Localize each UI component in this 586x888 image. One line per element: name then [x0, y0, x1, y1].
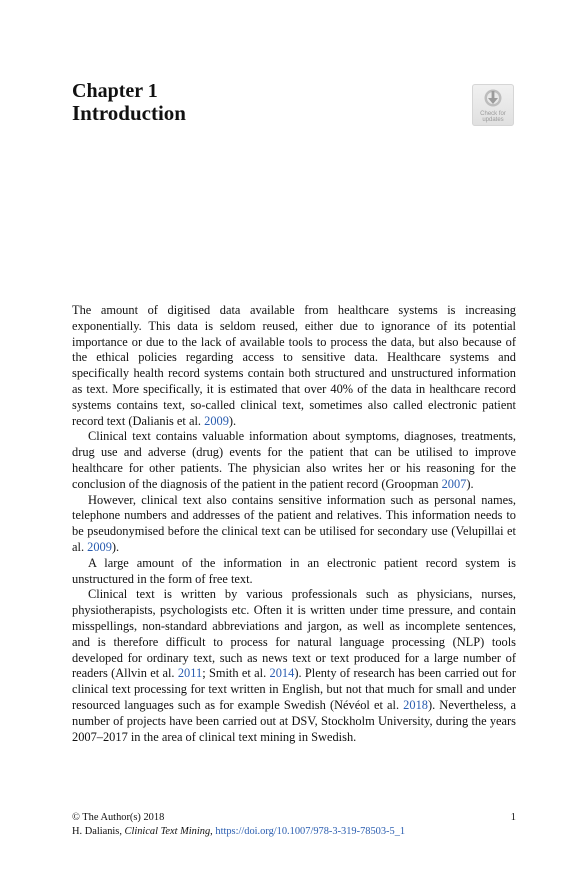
doi-link[interactable]: https://doi.org/10.1007/978-3-319-78503-5_1	[215, 826, 406, 837]
page-footer	[72, 811, 516, 839]
citation-year-link[interactable]: 2018	[403, 697, 428, 712]
citation-separator: ,	[210, 826, 216, 837]
badge-line2: updates	[482, 117, 504, 123]
paragraph	[72, 556, 516, 588]
paragraph	[72, 303, 516, 429]
citation-year-link[interactable]: 2009	[87, 539, 112, 554]
paragraph-text: ; Smith et al.	[202, 666, 270, 681]
citation-year-link[interactable]: 2011	[177, 666, 203, 681]
paragraph-text: However, clinical text also contains sensitive information such as personal names, telephone numbers and addresses of the patient and relatives. This information needs to be pseudonymised before the clinical text can be utilised for secondary use (Velupillai et al.	[72, 492, 516, 554]
check-for-updates-badge[interactable]	[472, 84, 514, 126]
citation-year-link[interactable]: 2007	[441, 476, 467, 491]
paragraph-text: ). Plenty of research has been carried out for clinical text processing for text written in English, but not that much for small and under resourced languages such as for example Swedish (Névéol et al.	[72, 666, 516, 712]
document-page	[72, 0, 516, 888]
paragraph-text: ).	[111, 539, 120, 554]
citation-line	[72, 825, 516, 839]
paragraph-text: The amount of digitised data available from healthcare systems is increasing exponentially. This data is seldom reused, either due to ignorance of its potential importance or due to the lack of available tools to process the data, but also because of the ethical policies regarding access to sensitive data. Healthcare systems and specifically health record systems contain both structured and unstructured information as text. More specifically, it is estimated that over 40% of the data in healthcare record systems contains text, so-called clinical text, sometimes also called electronic patient record text (Dalianis et al.	[72, 303, 516, 428]
book-title: Clinical Text Mining	[124, 826, 211, 837]
paragraph	[72, 493, 516, 556]
paragraph	[72, 587, 516, 745]
check-for-updates-icon	[483, 88, 503, 110]
copyright-line: © The Author(s) 2018	[72, 812, 165, 823]
badge-line1: Check for	[480, 111, 506, 117]
citation-year-link[interactable]: 2009	[204, 413, 229, 428]
paragraph-text: ).	[466, 476, 474, 491]
body-text	[72, 303, 516, 745]
author-name: H. Dalianis,	[72, 826, 125, 837]
paragraph-text: A large amount of the information in an electronic patient record system is unstructured in the form of free text.	[72, 555, 516, 586]
paragraph-text: ).	[228, 413, 237, 428]
chapter-label: Chapter 1	[72, 80, 158, 102]
citation-year-link[interactable]: 2014	[269, 666, 295, 681]
page-number: 1	[510, 812, 516, 823]
paragraph-text: ). Nevertheless, a number of projects have been carried out at DSV, Stockholm University, during the years 2007–2017 in the area of clinical text mining in Swedish.	[72, 697, 516, 744]
paragraph-text: Clinical text contains valuable information about symptoms, diagnoses, treatments, drug use and adverse (drug) events for the patient that can be utilised to improve healthcare for other patients. The physician also writes her or his reasoning for the conclusion of the diagnosis of the patient in the patient record (Groopman	[72, 429, 516, 491]
paragraph-text: Clinical text is written by various professionals such as physicians, nurses, physiotherapists, psychologists etc. Often it is written under time pressure, and contain misspellings, non-standard abbreviations and jargon, as well as incomplete sentences, and is therefore difficult to process for natural language processing (NLP) tools developed for ordinary text, such as news text or text produced for a large number of readers (Allvin et al.	[72, 587, 516, 681]
paragraph	[72, 429, 516, 492]
chapter-title: Introduction	[72, 101, 186, 125]
